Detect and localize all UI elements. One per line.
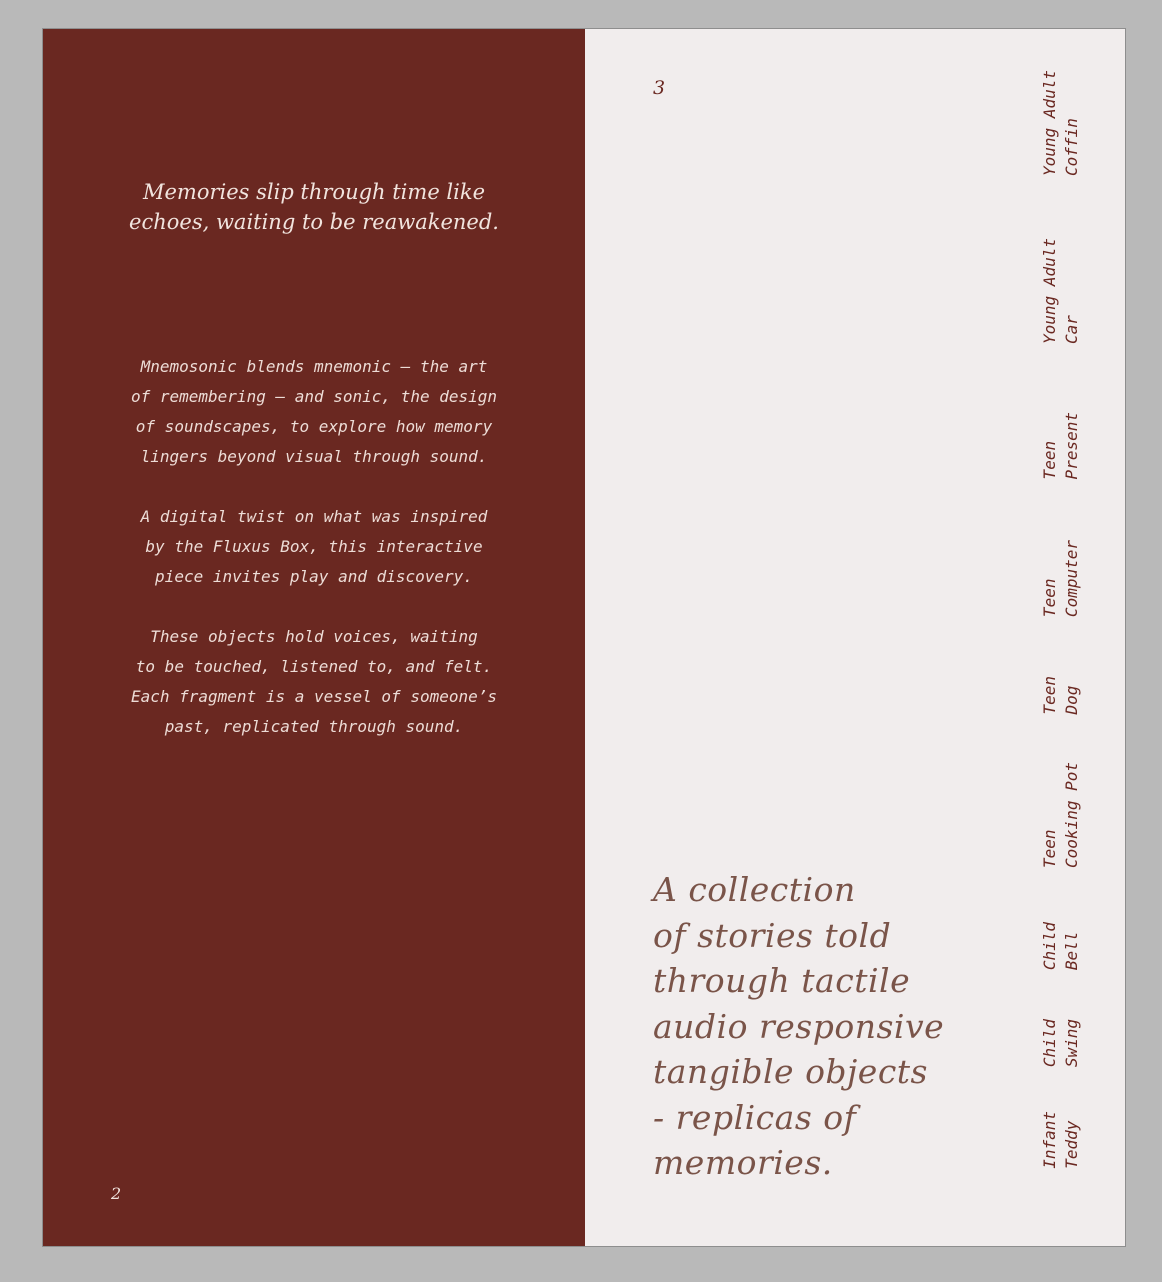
memory-label [1039, 238, 1087, 344]
paragraph-line: These objects hold voices, waiting [150, 627, 478, 646]
memory-label [1039, 762, 1087, 868]
paragraph-line: by the Fluxus Box, this interactive [145, 537, 483, 556]
memory-object: Cooking Pot [1062, 762, 1081, 868]
memory-label [1039, 1111, 1087, 1169]
headline-line: memories. [653, 1143, 833, 1182]
memory-label [1039, 412, 1087, 479]
headline-line: of stories told [653, 915, 892, 955]
booklet-spread [42, 28, 1126, 1247]
paragraph [43, 502, 585, 592]
paragraph [43, 352, 585, 472]
memory-stage: Teen [1040, 578, 1059, 618]
memory-object: Bell [1062, 931, 1081, 971]
memory-object: Coffin [1062, 118, 1081, 176]
description-text [43, 352, 585, 772]
paragraph-line: of soundscapes, to explore how memory [135, 417, 493, 436]
memory-label [1039, 676, 1087, 715]
memory-label [1039, 922, 1087, 970]
memory-label [1039, 540, 1087, 617]
memory-stage: Child [1040, 1019, 1059, 1068]
memory-stage: Young Adult [1040, 238, 1059, 344]
headline-line: tangible objects [653, 1052, 928, 1091]
paragraph-line: of remembering — and sonic, the design [130, 387, 498, 406]
paragraph-line: A digital twist on what was inspired [140, 507, 488, 526]
memory-object: Swing [1062, 1019, 1081, 1068]
memory-stage: Teen [1040, 440, 1059, 480]
memory-object: Dog [1062, 685, 1081, 715]
memory-label [1039, 70, 1087, 176]
memory-object: Car [1062, 315, 1081, 344]
headline-line: A collection [653, 870, 856, 909]
quote-line: Memories slip through time like [142, 180, 486, 204]
paragraph-line: Each fragment is a vessel of someone’s [130, 687, 498, 706]
memory-object: Computer [1062, 540, 1081, 618]
memory-stage: Teen [1040, 676, 1059, 715]
page-number: 3 [653, 77, 666, 99]
memory-object: Present [1062, 412, 1081, 480]
memory-stage: Teen [1040, 829, 1059, 868]
page-number: 2 [111, 1184, 122, 1203]
paragraph [43, 622, 585, 742]
memory-stage: Infant [1040, 1111, 1059, 1169]
left-page [43, 29, 585, 1246]
collection-headline [653, 867, 944, 1186]
memory-stage: Young Adult [1040, 70, 1059, 176]
quote-line: echoes, waiting to be reawakened. [129, 210, 499, 234]
headline-line: audio responsive [653, 1006, 945, 1046]
paragraph-line: past, replicated through sound. [164, 717, 464, 736]
headline-line: through tactile [653, 961, 911, 1000]
paragraph-line: to be touched, listened to, and felt. [135, 657, 493, 676]
memory-stage: Child [1040, 922, 1059, 971]
intro-quote [43, 177, 585, 237]
memory-object: Teddy [1062, 1120, 1081, 1169]
paragraph-line: piece invites play and discovery. [155, 567, 473, 586]
paragraph-line: Mnemosonic blends mnemonic — the art [140, 357, 488, 376]
memory-label [1039, 1019, 1087, 1067]
headline-line: - replicas of [653, 1097, 857, 1137]
memory-labels [1039, 29, 1099, 1246]
paragraph-line: lingers beyond visual through sound. [140, 447, 488, 466]
